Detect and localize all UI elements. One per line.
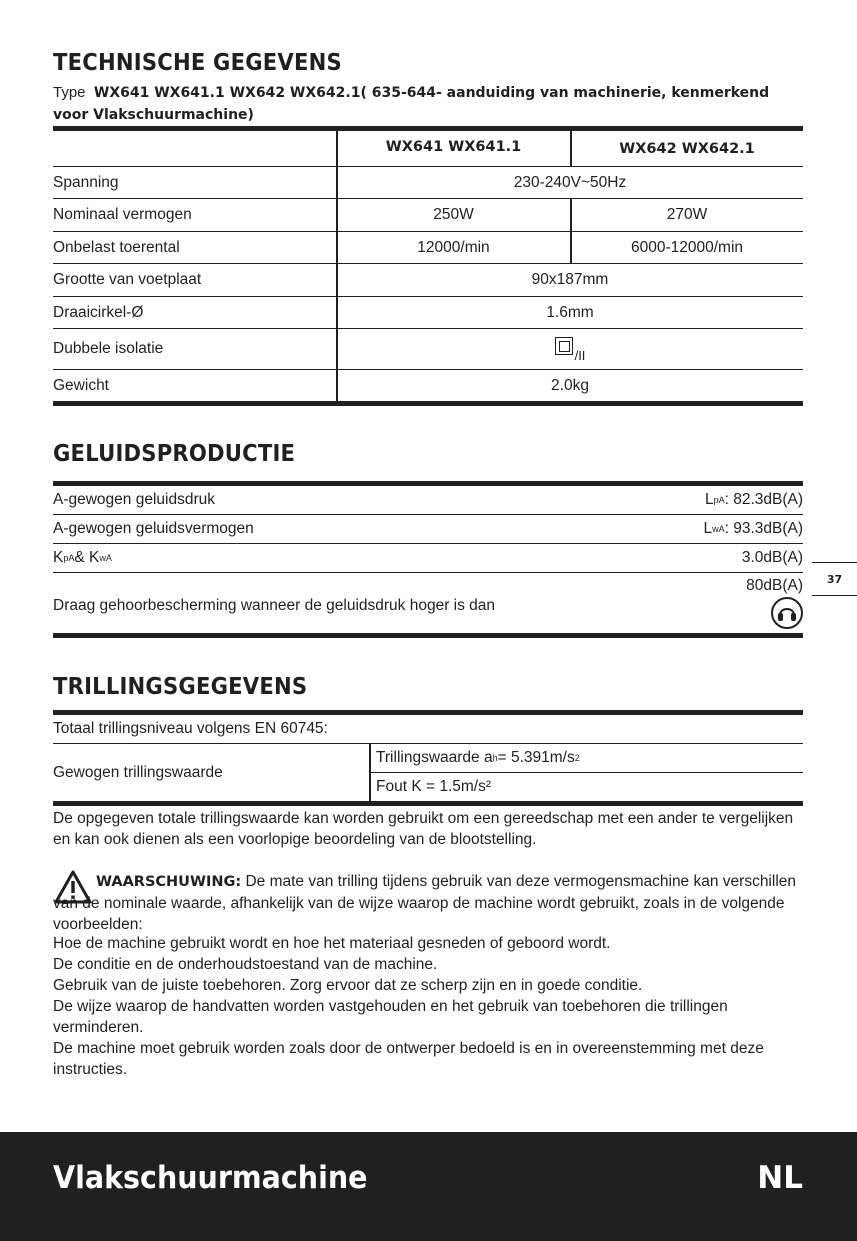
row-spanning bbox=[53, 167, 803, 199]
vibration-paragraph: De opgegeven totale trillingswaarde kan worden gebruikt om een gereedschap met een ander te vergelijken en kan ook dienen als een voorlopige beoordeling van de blootstelling. bbox=[53, 810, 794, 848]
label-toerental: Onbelast toerental bbox=[53, 238, 180, 256]
type-models: WX641 WX641.1 WX642 WX642.1( 635-644- aanduiding van machinerie, kenmerkend voor Vlakschuurmachine) bbox=[53, 85, 770, 123]
value-geluidsdruk: L pA : 82.3dB(A) bbox=[704, 491, 803, 508]
vibration-table bbox=[53, 710, 803, 806]
row-voetplaat bbox=[53, 264, 803, 297]
warning-list bbox=[53, 933, 805, 1080]
label-gehoorbescherming: Draag gehoorbescherming wanneer de geluidsdruk hoger is dan bbox=[53, 597, 496, 614]
row-gewogen-trilling bbox=[53, 744, 803, 801]
value-geluidsvermogen: L wA : 93.3dB(A) bbox=[703, 520, 803, 537]
value-toerental-a: 12000/min bbox=[417, 238, 490, 256]
footer-title: Vlakschuurmachine bbox=[53, 1160, 368, 1196]
warning-text bbox=[53, 871, 805, 935]
warning-body: De mate van trilling tijdens gebruik van deze vermogensmachine kan verschillen van de nominale waarde, afhankelijk van de wijze waarop de machine wordt gebruikt, zoals in de volgende voorbeelden: bbox=[53, 873, 797, 933]
page-number: 37 bbox=[812, 562, 857, 596]
label-gewogen-trilling: Gewogen trillingswaarde bbox=[53, 763, 223, 781]
tech-heading: TECHNISCHE GEGEVENS bbox=[53, 50, 342, 76]
row-nominaal bbox=[53, 199, 803, 232]
specs-header-row bbox=[53, 131, 803, 167]
value-draaicirkel: 1.6mm bbox=[546, 303, 594, 321]
row-draaicirkel bbox=[53, 297, 803, 329]
value-k: 3.0dB(A) bbox=[741, 549, 803, 566]
row-gehoorbescherming bbox=[53, 573, 803, 633]
value-nominaal-b: 270W bbox=[666, 206, 708, 223]
value-spanning: 230-240V~50Hz bbox=[513, 173, 627, 191]
label-nominaal: Nominaal vermogen bbox=[53, 206, 192, 223]
value-isolatie bbox=[337, 329, 803, 369]
row-geluidsdruk bbox=[53, 486, 803, 515]
ear-protection-icon bbox=[771, 597, 803, 629]
isolatie-class: /II bbox=[574, 348, 586, 363]
col-wx642: WX642 WX642.1 bbox=[619, 140, 755, 157]
type-prefix: Type bbox=[53, 84, 86, 101]
row-isolatie bbox=[53, 329, 803, 370]
value-gewicht: 2.0kg bbox=[551, 376, 589, 394]
label-voetplaat: Grootte van voetplaat bbox=[53, 271, 202, 288]
col-wx641: WX641 WX641.1 bbox=[385, 138, 522, 155]
label-geluidsvermogen: A-gewogen geluidsvermogen bbox=[53, 520, 254, 537]
row-toerental bbox=[53, 232, 803, 264]
label-k: K pA & K wA bbox=[53, 549, 112, 566]
label-isolatie: Dubbele isolatie bbox=[53, 340, 164, 357]
label-geluidsdruk: A-gewogen geluidsdruk bbox=[53, 491, 215, 508]
double-insulation-icon bbox=[555, 337, 573, 355]
type-line bbox=[53, 82, 773, 126]
label-draaicirkel: Draaicirkel-Ø bbox=[53, 303, 144, 321]
warning-title: WAARSCHUWING: bbox=[96, 874, 242, 890]
list-item: De wijze waarop de handvatten worden vastgehouden en het gebruik van toebehoren die trillingen verminderen. bbox=[53, 998, 728, 1036]
specs-table bbox=[53, 126, 803, 406]
label-spanning: Spanning bbox=[53, 173, 119, 191]
value-gehoorbescherming bbox=[746, 573, 803, 633]
row-totaal-trilling bbox=[53, 715, 803, 744]
list-item: Hoe de machine gebruikt wordt en hoe het materiaal gesneden of geboord wordt. bbox=[53, 935, 611, 952]
row-k-onzekerheid bbox=[53, 544, 803, 573]
row-geluidsvermogen bbox=[53, 515, 803, 544]
value-toerental-b: 6000-12000/min bbox=[630, 238, 744, 256]
label-gewicht: Gewicht bbox=[53, 376, 109, 394]
vibration-heading: TRILLINGSGEGEVENS bbox=[53, 674, 308, 700]
footer-language: NL bbox=[757, 1160, 803, 1196]
value-trillingswaarde: Trillingswaarde a h = 5.391m/s 2 bbox=[370, 744, 803, 773]
value-nominaal-a: 250W bbox=[433, 206, 474, 223]
label-totaal-trilling: Totaal trillingsniveau volgens EN 60745: bbox=[53, 720, 328, 737]
value-voetplaat: 90x187mm bbox=[531, 271, 609, 288]
list-item: De machine moet gebruik worden zoals door de ontwerper bedoeld is en in overeenstemming met deze instructies. bbox=[53, 1040, 764, 1078]
hearing-threshold: 80dB(A) bbox=[746, 577, 803, 594]
noise-heading: GELUIDSPRODUCTIE bbox=[53, 441, 296, 467]
noise-table bbox=[53, 481, 803, 638]
value-fout-k: Fout K = 1.5m/s² bbox=[376, 778, 492, 795]
row-gewicht bbox=[53, 370, 803, 401]
list-item: Gebruik van de juiste toebehoren. Zorg ervoor dat ze scherp zijn en in goede conditie. bbox=[53, 977, 643, 994]
list-item: De conditie en de onderhoudstoestand van de machine. bbox=[53, 956, 438, 973]
